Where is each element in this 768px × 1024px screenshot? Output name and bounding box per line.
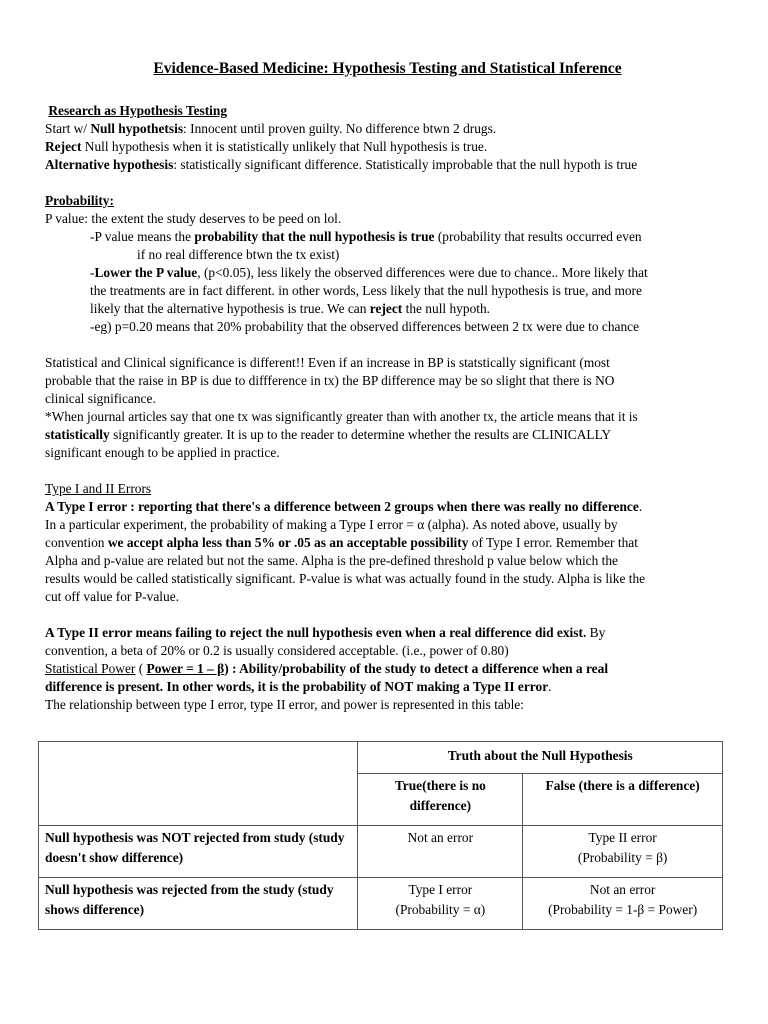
text-line: the treatments are in fact different. in other words, Less likely that the null hypothesis is true, and more [90, 283, 642, 298]
section-heading-probability: Probability: [45, 193, 114, 208]
cell: Type I error (Probability = α) [358, 878, 523, 930]
table-header: Truth about the Null Hypothesis [358, 742, 723, 774]
column-header-true: True(there is no difference) [358, 774, 523, 826]
text-line: convention, a beta of 20% or 0.2 is usually considered acceptable. (i.e., power of 0.80) [45, 643, 509, 658]
text-line: -Lower the P value, (p<0.05), less likely the observed differences were due to chance.. More likely that [90, 265, 648, 280]
table-corner-cell [39, 742, 358, 826]
text-line: Alpha and p-value are related but not the same. Alpha is the pre-defined threshold p value below which the [45, 553, 619, 568]
text-line: -eg) p=0.20 means that 20% probability that the observed differences between 2 tx were due to chance [90, 319, 640, 334]
text-line: In a particular experiment, the probability of making a Type I error = α (alpha). As noted above, usually by [45, 517, 618, 532]
text-line: Statistical Power ( Power = 1 – β) : Ability/probability of the study to detect a difference when a real [45, 661, 609, 676]
text-line: results would be called statistically significant. P-value is what was actually found in the study. Alpha is like the [45, 571, 646, 586]
table-row [39, 826, 723, 878]
error-table [38, 741, 723, 930]
text-line: A Type II error means failing to reject the null hypothesis even when a real difference did exist. By [45, 625, 606, 640]
text-line: significant enough to be applied in practice. [45, 445, 280, 460]
text-line: *When journal articles say that one tx was significantly greater than with another tx, the article means that it is [45, 409, 638, 424]
text-line: Start w/ Null hypothetsis: Innocent until proven guilty. No difference btwn 2 drugs. [45, 121, 497, 136]
document-page [45, 60, 730, 714]
row-label: Null hypothesis was rejected from the study (study shows difference) [39, 878, 358, 930]
cell: Not an error (Probability = 1-β = Power) [523, 878, 723, 930]
text-line: Statistical and Clinical significance is different!! Even if an increase in BP is statstically significant (most [45, 355, 610, 370]
text-line: Reject Null hypothesis when it is statistically unlikely that Null hypothesis is true. [45, 139, 488, 154]
text-line: P value: the extent the study deserves to be peed on lol. [45, 211, 342, 226]
column-header-false: False (there is a difference) [523, 774, 723, 826]
text-line: cut off value for P-value. [45, 589, 179, 604]
table-row [39, 878, 723, 930]
text-line: Alternative hypothesis: statistically significant difference. Statistically improbable that the null hypoth is true [45, 157, 638, 172]
text-line: The relationship between type I error, type II error, and power is represented in this table: [45, 697, 524, 712]
cell: Not an error [358, 826, 523, 878]
section-heading-research: Research as Hypothesis Testing [48, 103, 228, 118]
text-line: if no real difference btwn the tx exist) [137, 247, 340, 262]
text-line: probable that the raise in BP is due to diffference in tx) the BP difference may be so slight that there is NO [45, 373, 615, 388]
row-label: Null hypothesis was NOT rejected from study (study doesn't show difference) [39, 826, 358, 878]
text-line: likely that the alternative hypothesis is true. We can reject the null hypoth. [90, 301, 491, 316]
text-line: -P value means the probability that the null hypothesis is true (probability that results occurred even [90, 229, 642, 244]
text-line: statistically significantly greater. It is up to the reader to determine whether the results are CLINICALLY [45, 427, 612, 442]
text-line: convention we accept alpha less than 5% or .05 as an acceptable possibility of Type I error. Remember that [45, 535, 638, 550]
cell: Type II error (Probability = β) [523, 826, 723, 878]
text-line: clinical significance. [45, 391, 156, 406]
text-line: A Type I error : reporting that there's a difference between 2 groups when there was really no difference. [45, 499, 643, 514]
section-heading-errors: Type I and II Errors [45, 481, 152, 496]
document-title: Evidence-Based Medicine: Hypothesis Testing and Statistical Inference [153, 60, 622, 77]
text-line: difference is present. In other words, it is the probability of NOT making a Type II error. [45, 679, 552, 694]
